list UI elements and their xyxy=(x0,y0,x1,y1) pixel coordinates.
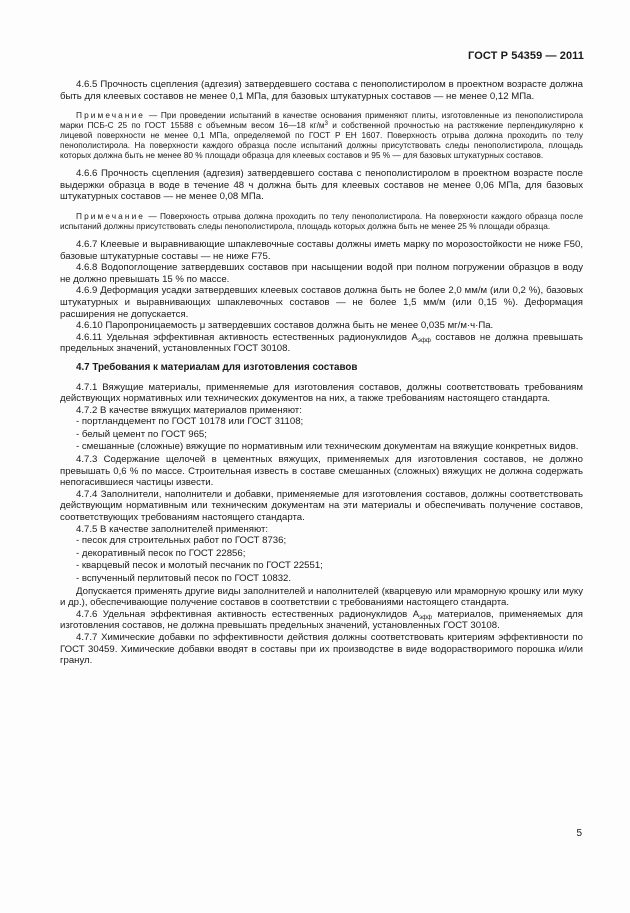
note-text: — При проведении испытаний в качестве основания применяют плиты, изготовленные из пенополистирола марки ПСБ-С 25 по ГОСТ 15588 с объемным весом 16—18 кг/м xyxy=(60,110,583,131)
subscript-eff: эфф xyxy=(419,614,433,621)
clause-4-7-3: 4.7.3 Содержание щелочей в цементных вяжущих, применяемых для изготовления составов, не должно превышать 0,6 % по массе. Строительная известь в составе смешанных (сложных) вяжущих не должна содержать непогасившиеся частицы извести. xyxy=(60,454,583,489)
clause-text: 4.6.11 Удельная эффективная активность естественных радионуклидов А xyxy=(76,331,418,343)
clause-4-7-5: 4.7.5 В качестве заполнителей применяют: xyxy=(76,523,269,535)
clause-4-6-8: 4.6.8 Водопоглощение затвердевших составов при насыщении водой при полном погружении образцов в воду не должно превышать 15 % по массе. xyxy=(60,262,583,285)
note-superscript: 3 xyxy=(324,121,328,128)
standard-number-header: ГОСТ Р 54359 — 2011 xyxy=(468,50,584,62)
clause-4-7-7: 4.7.7 Химические добавки по эффективности действия должны соответствовать критериям эффективности по ГОСТ 30459. Химические добавки вводят в составы при их производстве в виде водорастворимого порошка и/или гранул. xyxy=(60,631,583,667)
list-item: - декоративный песок по ГОСТ 22856; xyxy=(76,547,246,559)
clause-4-6-6: 4.6.6 Прочность сцепления (адгезия) затвердевшего состава с пенополистиролом в проектном возрасте после выдержки образца в воде в течение 48 ч должна быть для клеевых составов не менее 0,06 МПа, для базовых штукатурных составов — не менее 0,08 МПа. xyxy=(60,168,583,203)
document-body xyxy=(60,79,583,667)
page-number: 5 xyxy=(576,828,582,839)
clause-4-7-1: 4.7.1 Вяжущие материалы, применяемые для изготовления составов, должны соответствовать требованиям действующих нормативных или технических документов на них, а также требованиям настоящего стандарта. xyxy=(60,381,583,405)
clause-4-6-7: 4.6.7 Клеевые и выравнивающие шпаклевочные составы должны иметь марку по морозостойкости не ниже F50, базовые штукатурные составы — не ниже F75. xyxy=(60,238,583,262)
clause-4-6-11 xyxy=(60,332,583,355)
list-item: - смешанные (сложные) вяжущие по нормативным или техническим документам на вяжущие конкретных видов. xyxy=(76,441,579,453)
clause-text: 4.7.6 Удельная эффективная активность естественных радионуклидов А xyxy=(76,608,420,620)
note-failure-surface xyxy=(60,211,583,231)
clause-4-6-9: 4.6.9 Деформация усадки затвердевших клеевых составов должна быть не более 2,0 мм/м (или 0,2 %), базовых штукатурных и выравнивающих шпаклевочных составов — не более 1,5 мм/м (или 0,15 %). Деформация расширения не допускается. xyxy=(60,285,583,320)
clause-text-continued: материалов, применяемых для изготовления составов, не должна превышать предельных значений, установленных ГОСТ 30108. xyxy=(60,608,583,632)
list-item: - вспученный перлитовый песок по ГОСТ 10832. xyxy=(76,573,292,584)
clause-4-7-2: 4.7.2 В качестве вяжущих материалов применяют: xyxy=(76,404,302,416)
clause-allowed-fillers: Допускается применять другие виды заполнителей и наполнителей (кварцевую или мраморную крошку или муку и др.), обеспечивающие получение составов в соответствии с требованиями настоящего стандарта. xyxy=(60,585,583,609)
note-adhesion-test xyxy=(60,110,583,160)
note-text-continued: и собственной прочностью на растяжение перпендикулярно к лицевой поверхности не менее 0,1 МПа, определяемой по ГОСТ Р ЕН 1607. Поверхность отрыва должна проходить по телу пенополистирола. На поверхности каждого образца после испытаний должны присутствовать следы пенополистирола, площадь которых должна быть не менее 80 % площади образца для клеевых составов и 95 % — для базовых штукатурных составов. xyxy=(60,120,583,161)
list-item: - кварцевый песок и молотый песчаник по ГОСТ 22551; xyxy=(76,560,323,572)
note-text: — Поверхность отрыва должна проходить по телу пенополистирола. На поверхности каждого образца после испытаний должны присутствовать следы пенополистирола, площадь которых должна быть не менее 25 % площади образца. xyxy=(60,210,583,231)
clause-4-6-5: 4.6.5 Прочность сцепления (адгезия) затвердевшего состава с пенополистиролом в проектном возрасте должна быть для клеевых составов не менее 0,1 МПа, для базовых штукатурных составов — не менее 0,12 МПа. xyxy=(60,79,583,102)
list-item: - портландцемент по ГОСТ 10178 или ГОСТ 31108; xyxy=(76,416,304,428)
clause-4-7-6 xyxy=(60,609,583,632)
clause-4-7-4: 4.7.4 Заполнители, наполнители и добавки, применяемые для изготовления составов, должны соответствовать действующим нормативным или техническим документам на эти материалы и обеспечивать получение составов, соответствующих требованиям настоящего стандарта. xyxy=(60,488,583,524)
list-item: - песок для строительных работ по ГОСТ 8736; xyxy=(76,535,287,547)
subscript-eff: эфф xyxy=(417,337,431,344)
note-label: Примечание xyxy=(76,110,146,121)
note-label: Примечание xyxy=(76,210,146,221)
list-item: - белый цемент по ГОСТ 965; xyxy=(76,428,207,440)
section-heading-4-7: 4.7 Требования к материалам для изготовления составов xyxy=(76,361,358,373)
clause-4-6-10: 4.6.10 Паропроницаемость μ затвердевших составов должна быть не менее 0,035 мг/м·ч·Па. xyxy=(76,320,494,332)
clause-text-continued: составов не должна превышать предельных значений, установленных ГОСТ 30108. xyxy=(60,331,583,355)
